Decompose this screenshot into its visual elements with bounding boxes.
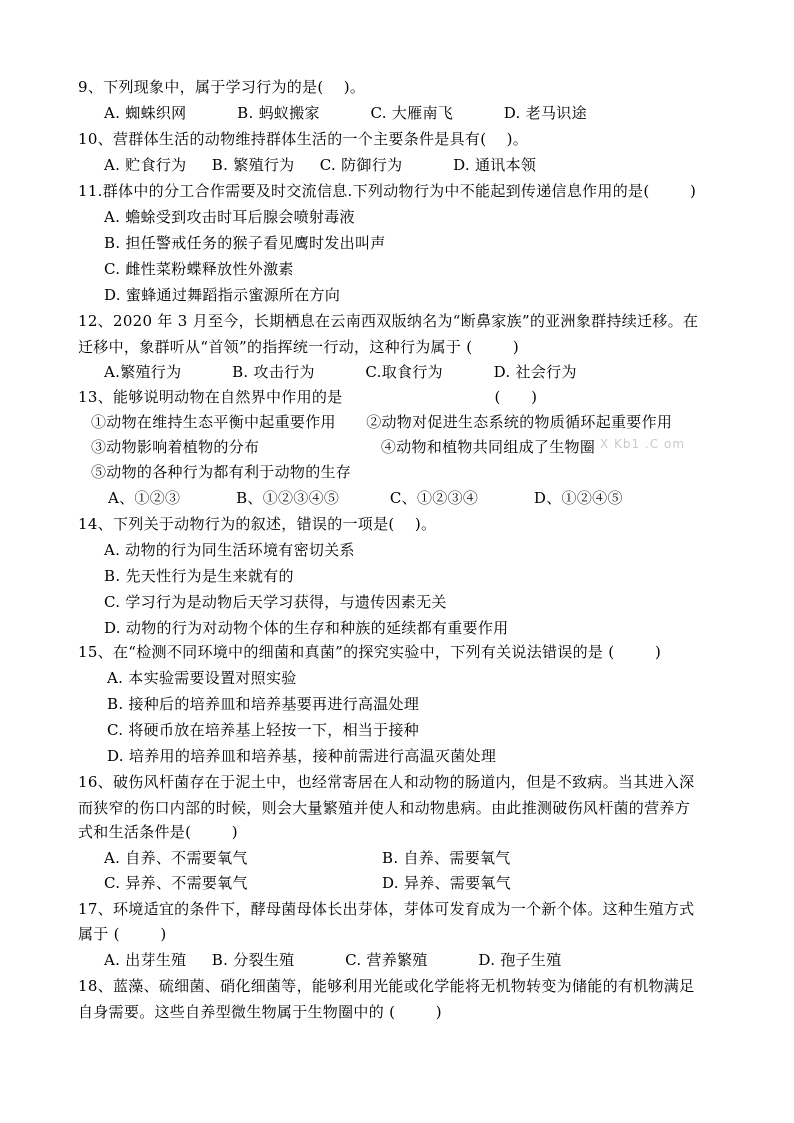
question-16-stem-line2: 而狭窄的伤口内部的时候，则会大量繁殖并使人和动物患病。由此推测破伤风杆菌的营养方 xyxy=(78,799,691,817)
question-9-options: A. 蜘蛛织网 B. 蚂蚁搬家 C. 大雁南飞 D. 老马识途 xyxy=(104,104,587,122)
question-13-stem: 13、能够说明动物在自然界中作用的是 ( ) xyxy=(78,388,538,406)
question-11-option-a: A. 蟾蜍受到攻击时耳后腺会喷射毒液 xyxy=(104,208,355,226)
question-17-stem-line1: 17、环境适宜的条件下，酵母菌母体长出芽体，芽体可发育成为一个新个体。这种生殖方式 xyxy=(78,900,695,918)
question-13-statements-3-4: ③动物影响着植物的分布 ④动物和植物共同组成了生物圈 xyxy=(91,438,596,456)
question-12-stem-line1: 12、2020 年 3 月至今，长期栖息在云南西双版纳名为“断鼻家族”的亚洲象群持续迁移。在 xyxy=(78,312,699,330)
question-13-options: A、①②③ B、①②③④⑤ C、①②③④ D、①②④⑤ xyxy=(108,489,623,507)
question-14-option-b: B. 先天性行为是生来就有的 xyxy=(104,567,294,585)
question-9-stem: 9、下列现象中，属于学习行为的是( )。 xyxy=(78,78,366,96)
question-15-option-c: C. 将硬币放在培养基上轻按一下，相当于接种 xyxy=(107,721,420,739)
question-13-statement-5: ⑤动物的各种行为都有利于动物的生存 xyxy=(91,463,352,481)
question-11-option-c: C. 雌性菜粉蝶释放性外激素 xyxy=(104,260,294,278)
question-16-option-c: C. 异养、不需要氧气 xyxy=(104,874,248,892)
question-16-option-b: B. 自养、需要氧气 xyxy=(382,849,511,867)
question-14-option-c: C. 学习行为是动物后天学习获得，与遗传因素无关 xyxy=(104,593,447,611)
question-10-options: A. 贮食行为 B. 繁殖行为 C. 防御行为 D. 通讯本领 xyxy=(104,156,537,174)
question-11-option-d: D. 蜜蜂通过舞蹈指示蜜源所在方向 xyxy=(104,286,341,304)
question-10-stem: 10、营群体生活的动物维持群体生活的一个主要条件是具有( )。 xyxy=(78,130,529,148)
question-14-stem: 14、下列关于动物行为的叙述，错误的一项是( )。 xyxy=(78,515,437,533)
question-11-option-b: B. 担任警戒任务的猴子看见鹰时发出叫声 xyxy=(104,234,386,252)
question-17-options: A. 出芽生殖 B. 分裂生殖 C. 营养繁殖 D. 孢子生殖 xyxy=(104,951,562,969)
question-16-stem-line3: 式和生活条件是( ) xyxy=(78,823,238,841)
question-15-option-d: D. 培养用的培养皿和培养基，接种前需进行高温灭菌处理 xyxy=(107,747,497,765)
question-13-statements-1-2: ①动物在维持生态平衡中起重要作用 ②动物对促进生态系统的物质循环起重要作用 xyxy=(91,413,673,431)
question-14-option-d: D. 动物的行为对动物个体的生存和种族的延续都有重要作用 xyxy=(104,619,509,637)
question-15-option-b: B. 接种后的培养皿和培养基要再进行高温处理 xyxy=(107,695,420,713)
question-16-option-a: A. 自养、不需要氧气 xyxy=(104,849,248,867)
question-16-option-d: D. 异养、需要氧气 xyxy=(382,874,512,892)
question-18-stem-line2: 自身需要。这些自养型微生物属于生物圈中的 ( ) xyxy=(78,1003,442,1021)
question-16-stem-line1: 16、破伤风杆菌存在于泥土中，也经常寄居在人和动物的肠道内，但是不致病。当其进入深 xyxy=(78,773,695,791)
question-11-stem: 11.群体中的分工合作需要及时交流信息.下列动物行为中不能起到传递信息作用的是( ) xyxy=(78,182,697,200)
watermark: X Kb1 .C om xyxy=(600,437,686,451)
question-18-stem-line1: 18、蓝藻、硫细菌、硝化细菌等，能够利用光能或化学能将无机物转变为储能的有机物满足 xyxy=(78,977,695,995)
question-15-stem: 15、在“检测不同环境中的细菌和真菌”的探究实验中，下列有关说法错误的是 ( ) xyxy=(78,643,662,661)
question-17-stem-line2: 属于 ( ) xyxy=(78,925,167,943)
question-12-options: A.繁殖行为 B. 攻击行为 C.取食行为 D. 社会行为 xyxy=(104,363,577,381)
question-12-stem-line2: 迁移中，象群听从“首领”的指挥统一行动，这种行为属于 ( ) xyxy=(78,338,520,356)
question-15-option-a: A. 本实验需要设置对照实验 xyxy=(107,669,297,687)
question-14-option-a: A. 动物的行为同生活环境有密切关系 xyxy=(104,541,355,559)
